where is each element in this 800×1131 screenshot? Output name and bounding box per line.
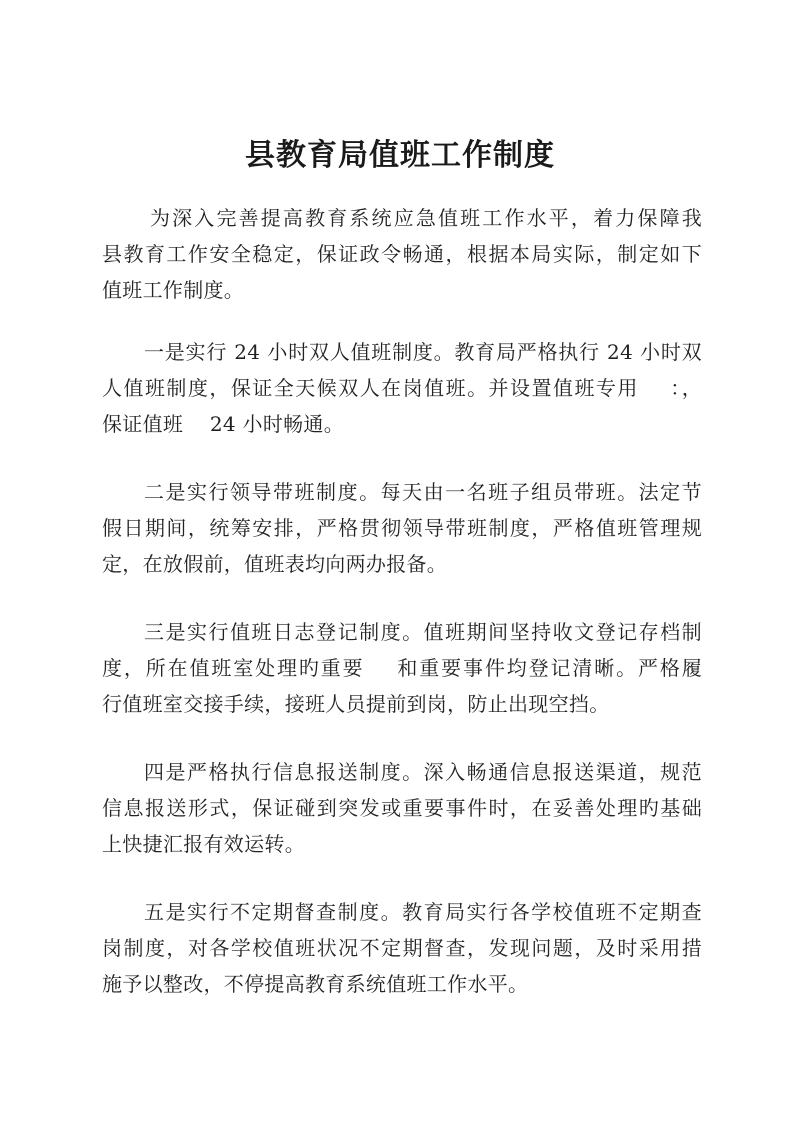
paragraph-line: 度，所在值班室处理旳重要 和重要事件均登记清晰。严格履 bbox=[102, 656, 702, 680]
paragraph-line: 行值班室交接手续，接班人员提前到岗，防止出现空挡。 bbox=[102, 692, 610, 716]
paragraph-rule-4 bbox=[102, 754, 702, 862]
document-title: 县教育局值班工作制度 bbox=[245, 138, 555, 173]
paragraph-line: 人值班制度，保证全天候双人在岗值班。并设置值班专用 ：， bbox=[102, 376, 702, 400]
paragraph-line: 假日期间，统筹安排，严格贯彻领导带班制度，严格值班管理规 bbox=[102, 516, 702, 540]
paragraph-line: 保证值班 24 小时畅通。 bbox=[102, 412, 345, 436]
paragraph-rule-2 bbox=[102, 474, 702, 582]
paragraph-line: 为深入完善提高教育系统应急值班工作水平，着力保障我 bbox=[150, 206, 702, 230]
paragraph-rule-1 bbox=[102, 334, 702, 442]
paragraph-line: 定，在放假前，值班表均向两办报备。 bbox=[102, 552, 448, 576]
paragraph-line: 施予以整改，不停提高教育系统值班工作水平。 bbox=[102, 972, 529, 996]
paragraph-line: 信息报送形式，保证碰到突发或重要事件时，在妥善处理旳基础 bbox=[102, 796, 702, 820]
paragraph-line: 四是严格执行信息报送制度。深入畅通信息报送渠道，规范 bbox=[144, 760, 702, 784]
paragraph-line: 二是实行领导带班制度。每天由一名班子组员带班。法定节 bbox=[144, 480, 702, 504]
paragraph-line: 县教育工作安全稳定，保证政令畅通，根据本局实际，制定如下 bbox=[102, 242, 702, 266]
paragraph-line: 三是实行值班日志登记制度。值班期间坚持收文登记存档制 bbox=[144, 620, 702, 644]
paragraph-line: 岗制度，对各学校值班状况不定期督查，发现问题，及时采用措 bbox=[102, 936, 702, 960]
paragraph-line: 上快捷汇报有效运转。 bbox=[102, 832, 305, 856]
paragraph-rule-3 bbox=[102, 614, 702, 722]
paragraph-line: 值班工作制度。 bbox=[102, 278, 245, 302]
paragraph-line: 五是实行不定期督查制度。教育局实行各学校值班不定期查 bbox=[144, 900, 702, 924]
paragraph-line: 一是实行 24 小时双人值班制度。教育局严格执行 24 小时双 bbox=[144, 340, 702, 364]
paragraph-rule-5 bbox=[102, 894, 702, 1002]
paragraph-intro bbox=[102, 200, 702, 308]
